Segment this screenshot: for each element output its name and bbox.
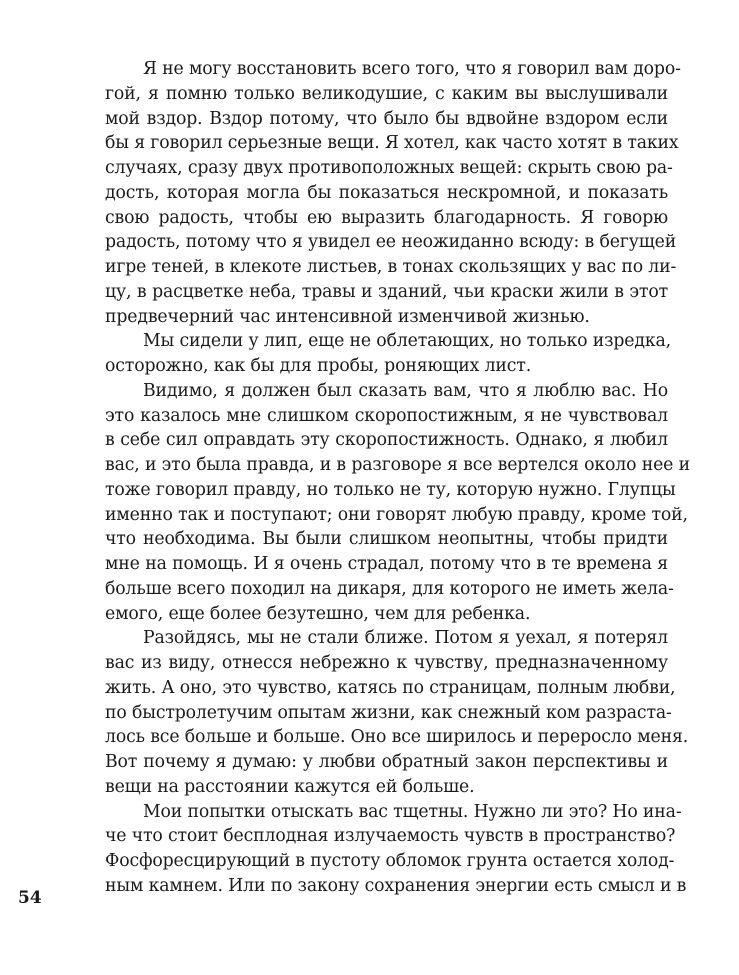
text-line: емого, еще более безутешно, чем для ребенка. — [105, 603, 531, 624]
text-line: Разойдясь, мы не стали ближе. Потом я уехал, я потерял — [143, 628, 668, 649]
text-line: мне на помощь. И я очень страдал, потому что в те времена я — [105, 554, 668, 574]
text-line: это казалось мне слишком скоропостижным, я не чувствовал — [105, 405, 668, 426]
text-line: мой вздор. Вздор потому, что было бы вдвойне вздором если — [105, 108, 668, 129]
text-line: осторожно, как бы для пробы, роняющих лист. — [105, 356, 532, 376]
text-line: че что стоит бесплодная излучаемость чувств в пространство? — [105, 826, 676, 847]
text-line: гой, я помню только великодушие, с каким вы выслушивали — [105, 83, 668, 104]
text-line: игре теней, в клекоте листьев, в тонах скользящих у вас по ли- — [105, 257, 677, 277]
text-line: Вот почему я думаю: у любви обратный закон перспективы и — [105, 752, 668, 772]
text-line: жить. А оно, это чувство, катясь по страницам, полным любви, — [105, 677, 676, 698]
text-line: именно так и поступают; они говорят любую правду, кроме той, — [105, 504, 688, 525]
page-number: 54 — [18, 888, 42, 908]
text-line: ным камнем. Или по закону сохранения энергии есть смысл и в — [105, 875, 687, 896]
text-line: случаях, сразу двух противоположных вещей: скрыть свою ра- — [105, 158, 673, 178]
text-line: в себе сил оправдать эту скоропостижность. Однако, я любил — [105, 430, 668, 451]
text-line: больше всего походил на дикаря, для которого не иметь жела- — [105, 578, 674, 599]
text-line: Видимо, я должен был сказать вам, что я люблю вас. Но — [143, 380, 668, 401]
paragraph — [105, 57, 681, 329]
paragraph — [105, 379, 690, 627]
paragraph — [105, 329, 671, 379]
text-line: вас, и это была правда, и в разговоре я все вертелся около нее и — [105, 455, 690, 475]
text-line: радость, потому что я увидел ее неожиданно всюду: в бегущей — [105, 232, 677, 253]
text-line: Мы сидели у лип, еще не облетающих, но только изредка, — [143, 331, 671, 352]
text-line: лось все больше и больше. Оно все ширилось и переросло меня. — [105, 727, 689, 748]
text-line: бы я говорил серьезные вещи. Я хотел, как часто хотят в таких — [105, 133, 679, 154]
body-text — [105, 57, 690, 899]
text-line: Фосфоресцирующий в пустоту обломок грунта остается холод- — [105, 851, 675, 871]
text-line: что необходима. Вы были слишком неопытны, чтобы придти — [105, 529, 668, 550]
text-line: вас из виду, отнесся небрежно к чувству, предназначенному — [105, 653, 668, 673]
text-line: вещи на расстоянии кажутся ей больше. — [105, 776, 475, 797]
text-line: предвечерний час интенсивной изменчивой жизнью. — [105, 306, 590, 327]
text-line: дость, которая могла бы показаться нескромной, и показать — [105, 182, 668, 203]
text-line: свою радость, чтобы ею выразить благодарность. Я говорю — [105, 207, 668, 228]
text-line: Мои попытки отыскать вас тщетны. Нужно ли это? Но ина- — [143, 801, 682, 822]
text-line: Я не могу восстановить всего того, что я говорил вам доро- — [143, 59, 681, 79]
text-line: по быстролетучим опытам жизни, как снежный ком разраста- — [105, 702, 672, 723]
paragraph — [105, 626, 689, 799]
text-line: цу, в расцветке неба, травы и зданий, чьи краски жили в этот — [105, 281, 668, 302]
paragraph — [105, 800, 687, 899]
text-line: тоже говорил правду, но только не ту, которую нужно. Глупцы — [105, 479, 676, 500]
